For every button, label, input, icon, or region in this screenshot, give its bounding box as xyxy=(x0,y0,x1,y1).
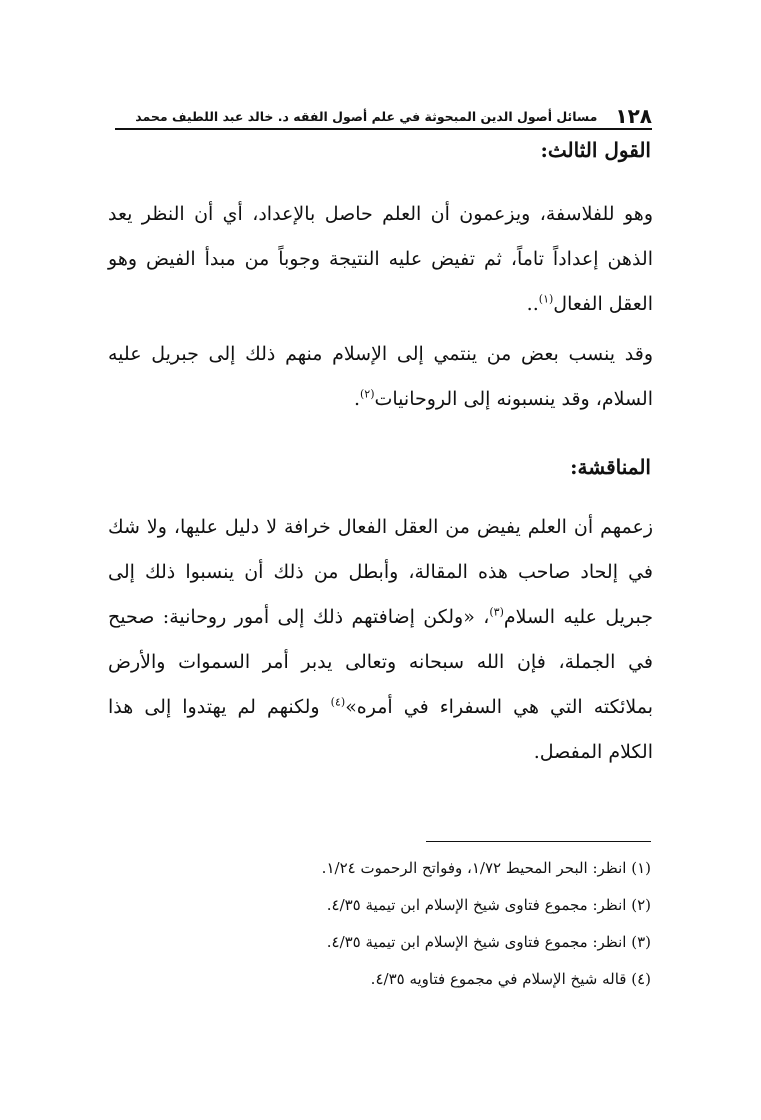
section-heading-third-opinion: القول الثالث: xyxy=(540,138,651,162)
paragraph-philosophers xyxy=(108,192,653,327)
paragraph-text: ولكنهم لم يهتدوا إلى هذا الكلام المفصل. xyxy=(108,696,653,763)
paragraph-text: وهو للفلاسفة، ويزعمون أن العلم حاصل بالإعداد، أي أن النظر يعد الذهن إعداداً تاماً، ثم تفيض عليه النتيجة وجوباً من مبدأ الفيض وهو العقل الفعال xyxy=(108,203,653,315)
footnote-ref-2[interactable]: (٢) xyxy=(359,387,375,401)
footnote-ref-1[interactable]: (١) xyxy=(538,292,554,306)
running-title: مسائل أصول الدين المبحوثة في علم أصول الفقه د. خالد عبد اللطيف محمد xyxy=(135,109,598,124)
page-number: ١٢٨ xyxy=(615,104,652,128)
paragraph-text: زعمهم أن العلم يفيض من العقل الفعال خرافة لا دليل عليها، ولا شك في إلحاد صاحب هذه المقالة، وأبطل من ذلك أن ينسبوا ذلك إلى جبريل عليه السلام xyxy=(108,516,653,628)
paragraph-end: .. xyxy=(526,293,539,315)
footnote-item: (١) انظر: البحر المحيط ١/٧٢، وفواتح الرحموت ١/٢٤. xyxy=(321,859,651,877)
quoted-text: ، «ولكن إضافتهم ذلك إلى أمور روحانية: صحيح في الجملة، فإن الله سبحانه وتعالى يدبر أمر السموات والأرض بملائكته التي هي السفراء في أمره» xyxy=(108,606,654,718)
footnote-ref-3[interactable]: (٣) xyxy=(489,605,504,619)
footnote-item: (٢) انظر: مجموع فتاوى شيخ الإسلام ابن تيمية ٤/٣٥. xyxy=(326,896,651,914)
page-header xyxy=(115,100,652,130)
paragraph-end: . xyxy=(353,388,360,410)
paragraph-text: وقد ينسب بعض من ينتمي إلى الإسلام منهم ذلك إلى جبريل عليه السلام، وقد ينسبونه إلى الروحانيات xyxy=(108,343,653,410)
section-heading-discussion: المناقشة: xyxy=(570,455,651,479)
paragraph-discussion xyxy=(108,505,653,775)
footnote-separator xyxy=(426,841,651,842)
footnote-item: (٤) قاله شيخ الإسلام في مجموع فتاويه ٤/٣٥. xyxy=(370,970,651,988)
footnote-ref-4[interactable]: (٤) xyxy=(330,695,346,709)
footnotes-list xyxy=(111,850,651,998)
paragraph-gabriel-attribution xyxy=(108,332,653,422)
footnote-item: (٣) انظر: مجموع فتاوى شيخ الإسلام ابن تيمية ٤/٣٥. xyxy=(326,933,651,951)
